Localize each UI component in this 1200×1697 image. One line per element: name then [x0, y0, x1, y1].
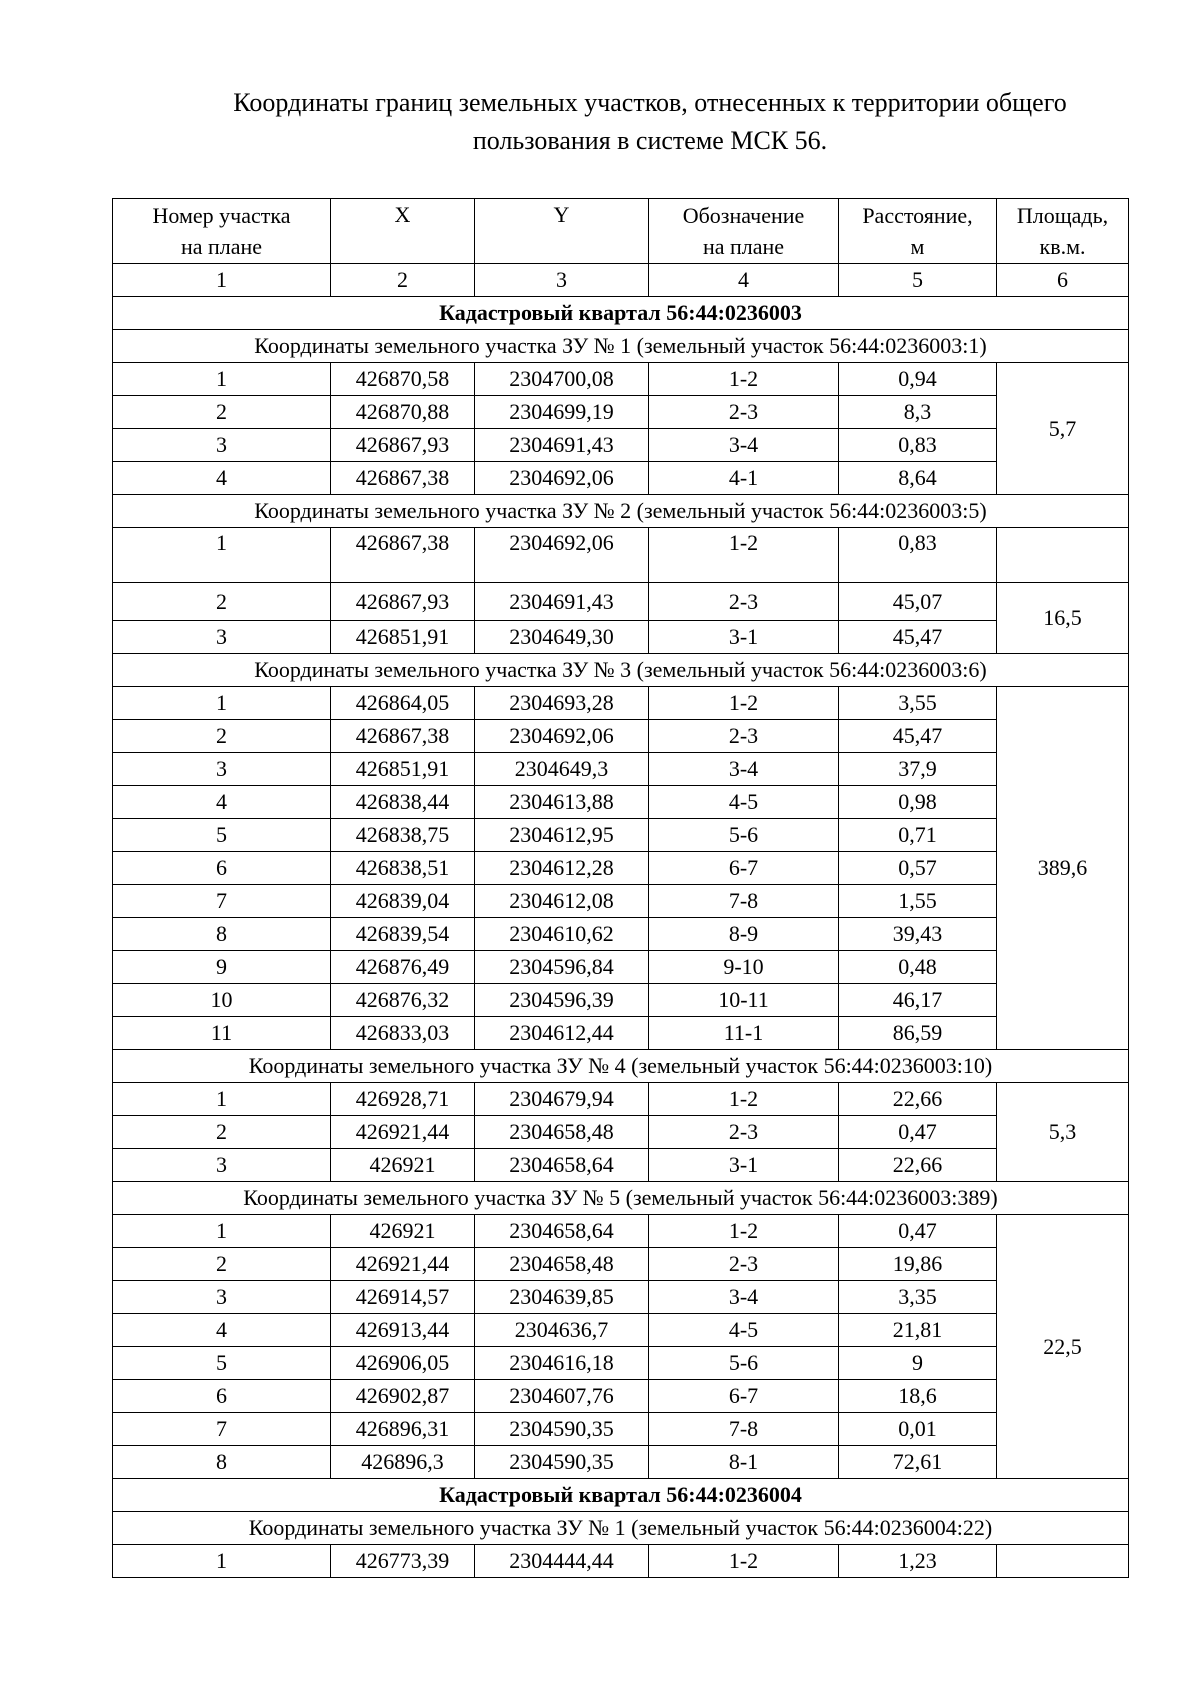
point-number: 3	[113, 753, 331, 786]
header-area-line2: кв.м.	[1039, 234, 1086, 259]
segment-designation: 7-8	[649, 885, 839, 918]
segment-distance: 37,9	[839, 753, 997, 786]
header-row	[113, 199, 1129, 264]
table-body	[113, 199, 1129, 1578]
segment-designation: 2-3	[649, 1116, 839, 1149]
point-number: 5	[113, 819, 331, 852]
segment-distance: 0,83	[839, 528, 997, 583]
table-row	[113, 1413, 1129, 1446]
table-row	[113, 1281, 1129, 1314]
header-distance-line1: Расстояние,	[862, 203, 973, 228]
coord-x: 426838,51	[331, 852, 475, 885]
segment-designation: 1-2	[649, 528, 839, 583]
area-blank-cell	[997, 528, 1129, 583]
point-number: 4	[113, 462, 331, 495]
segment-distance: 0,98	[839, 786, 997, 819]
point-number: 6	[113, 852, 331, 885]
point-number: 8	[113, 918, 331, 951]
table-row	[113, 1116, 1129, 1149]
segment-distance: 45,47	[839, 720, 997, 753]
coord-y: 2304649,3	[475, 753, 649, 786]
coord-x: 426838,44	[331, 786, 475, 819]
segment-designation: 3-4	[649, 429, 839, 462]
point-number: 1	[113, 1545, 331, 1578]
coord-y: 2304596,39	[475, 984, 649, 1017]
coord-y: 2304613,88	[475, 786, 649, 819]
coord-x: 426867,38	[331, 528, 475, 583]
segment-designation: 1-2	[649, 687, 839, 720]
area-value: 5,3	[997, 1083, 1129, 1182]
segment-designation: 4-5	[649, 1314, 839, 1347]
point-number: 5	[113, 1347, 331, 1380]
point-number: 2	[113, 720, 331, 753]
table-row	[113, 1347, 1129, 1380]
coord-y: 2304616,18	[475, 1347, 649, 1380]
parcel-heading-row	[113, 330, 1129, 363]
header-plot-number-line2: на плане	[180, 234, 263, 259]
point-number: 3	[113, 429, 331, 462]
coord-y: 2304679,94	[475, 1083, 649, 1116]
column-number-row	[113, 264, 1129, 297]
parcel-heading: Координаты земельного участка ЗУ № 2 (земельный участок 56:44:0236003:5)	[113, 495, 1129, 528]
header-designation	[649, 199, 839, 264]
point-number: 1	[113, 1215, 331, 1248]
point-number: 8	[113, 1446, 331, 1479]
coord-x: 426870,58	[331, 363, 475, 396]
parcel-heading: Координаты земельного участка ЗУ № 3 (земельный участок 56:44:0236003:6)	[113, 654, 1129, 687]
segment-designation: 2-3	[649, 583, 839, 621]
segment-distance: 46,17	[839, 984, 997, 1017]
table-row	[113, 951, 1129, 984]
segment-distance: 19,86	[839, 1248, 997, 1281]
segment-distance: 1,23	[839, 1545, 997, 1578]
table-row	[113, 1545, 1129, 1578]
table-row	[113, 363, 1129, 396]
coord-x: 426833,03	[331, 1017, 475, 1050]
area-value: 5,7	[997, 363, 1129, 495]
point-number: 1	[113, 1083, 331, 1116]
point-number: 1	[113, 363, 331, 396]
parcel-heading-row	[113, 495, 1129, 528]
parcel-heading: Координаты земельного участка ЗУ № 1 (земельный участок 56:44:0236004:22)	[113, 1512, 1129, 1545]
segment-designation: 10-11	[649, 984, 839, 1017]
coord-x: 426864,05	[331, 687, 475, 720]
point-number: 4	[113, 786, 331, 819]
segment-designation: 4-1	[649, 462, 839, 495]
point-number: 3	[113, 1281, 331, 1314]
segment-distance: 22,66	[839, 1149, 997, 1182]
column-number: 4	[649, 264, 839, 297]
segment-distance: 9	[839, 1347, 997, 1380]
table-row	[113, 396, 1129, 429]
coord-y: 2304612,08	[475, 885, 649, 918]
segment-distance: 8,64	[839, 462, 997, 495]
cadastral-quarter-row	[113, 297, 1129, 330]
coord-y: 2304612,44	[475, 1017, 649, 1050]
header-x: X	[331, 199, 475, 264]
header-area	[997, 199, 1129, 264]
coord-x: 426921	[331, 1149, 475, 1182]
segment-designation: 3-4	[649, 753, 839, 786]
coord-x: 426839,54	[331, 918, 475, 951]
segment-designation: 8-1	[649, 1446, 839, 1479]
segment-distance: 86,59	[839, 1017, 997, 1050]
point-number: 2	[113, 1248, 331, 1281]
coord-x: 426870,88	[331, 396, 475, 429]
header-designation-line2: на плане	[702, 234, 785, 259]
table-row	[113, 984, 1129, 1017]
coord-y: 2304699,19	[475, 396, 649, 429]
coord-y: 2304590,35	[475, 1446, 649, 1479]
parcel-heading-row	[113, 1050, 1129, 1083]
segment-distance: 45,47	[839, 621, 997, 654]
coord-y: 2304610,62	[475, 918, 649, 951]
point-number: 1	[113, 687, 331, 720]
coordinates-table	[112, 198, 1129, 1578]
segment-distance: 22,66	[839, 1083, 997, 1116]
column-number: 2	[331, 264, 475, 297]
segment-designation: 2-3	[649, 396, 839, 429]
table-row	[113, 462, 1129, 495]
segment-distance: 0,01	[839, 1413, 997, 1446]
segment-distance: 1,55	[839, 885, 997, 918]
parcel-heading-row	[113, 654, 1129, 687]
header-area-line1: Площадь,	[1016, 203, 1109, 228]
coord-y: 2304700,08	[475, 363, 649, 396]
coord-y: 2304639,85	[475, 1281, 649, 1314]
table-row	[113, 528, 1129, 583]
table-row	[113, 1149, 1129, 1182]
coord-y: 2304658,48	[475, 1248, 649, 1281]
segment-designation: 11-1	[649, 1017, 839, 1050]
table-row	[113, 819, 1129, 852]
segment-distance: 8,3	[839, 396, 997, 429]
segment-distance: 0,83	[839, 429, 997, 462]
point-number: 1	[113, 528, 331, 583]
parcel-heading: Координаты земельного участка ЗУ № 1 (земельный участок 56:44:0236003:1)	[113, 330, 1129, 363]
column-number: 1	[113, 264, 331, 297]
point-number: 7	[113, 1413, 331, 1446]
coord-x: 426928,71	[331, 1083, 475, 1116]
coord-y: 2304692,06	[475, 528, 649, 583]
parcel-heading: Координаты земельного участка ЗУ № 4 (земельный участок 56:44:0236003:10)	[113, 1050, 1129, 1083]
segment-designation: 4-5	[649, 786, 839, 819]
coord-y: 2304658,48	[475, 1116, 649, 1149]
table-row	[113, 885, 1129, 918]
table-row	[113, 918, 1129, 951]
segment-designation: 6-7	[649, 1380, 839, 1413]
coord-x: 426839,04	[331, 885, 475, 918]
parcel-heading-row	[113, 1182, 1129, 1215]
coord-x: 426896,3	[331, 1446, 475, 1479]
area-value	[997, 1545, 1129, 1578]
cadastral-quarter-heading: Кадастровый квартал 56:44:0236004	[113, 1479, 1129, 1512]
parcel-heading: Координаты земельного участка ЗУ № 5 (земельный участок 56:44:0236003:389)	[113, 1182, 1129, 1215]
coord-x: 426906,05	[331, 1347, 475, 1380]
segment-designation: 5-6	[649, 1347, 839, 1380]
document-title	[150, 84, 1150, 160]
column-number: 5	[839, 264, 997, 297]
segment-distance: 0,71	[839, 819, 997, 852]
segment-designation: 1-2	[649, 363, 839, 396]
table-row	[113, 429, 1129, 462]
segment-designation: 3-4	[649, 1281, 839, 1314]
segment-designation: 7-8	[649, 1413, 839, 1446]
segment-designation: 2-3	[649, 720, 839, 753]
segment-distance: 3,55	[839, 687, 997, 720]
coord-x: 426876,49	[331, 951, 475, 984]
header-designation-line1: Обозначение	[682, 203, 805, 228]
table-row	[113, 1314, 1129, 1347]
coord-x: 426851,91	[331, 621, 475, 654]
segment-distance: 45,07	[839, 583, 997, 621]
segment-distance: 72,61	[839, 1446, 997, 1479]
table-row	[113, 583, 1129, 621]
column-number: 3	[475, 264, 649, 297]
cadastral-quarter-row	[113, 1479, 1129, 1512]
coord-x: 426773,39	[331, 1545, 475, 1578]
table-row	[113, 852, 1129, 885]
point-number: 11	[113, 1017, 331, 1050]
segment-designation: 8-9	[649, 918, 839, 951]
point-number: 4	[113, 1314, 331, 1347]
coord-x: 426921,44	[331, 1248, 475, 1281]
point-number: 10	[113, 984, 331, 1017]
coord-y: 2304636,7	[475, 1314, 649, 1347]
coord-y: 2304693,28	[475, 687, 649, 720]
segment-distance: 0,94	[839, 363, 997, 396]
coord-x: 426914,57	[331, 1281, 475, 1314]
coord-x: 426867,38	[331, 462, 475, 495]
coord-x: 426913,44	[331, 1314, 475, 1347]
cadastral-quarter-heading: Кадастровый квартал 56:44:0236003	[113, 297, 1129, 330]
table-row	[113, 1017, 1129, 1050]
coord-y: 2304612,95	[475, 819, 649, 852]
header-y: Y	[475, 199, 649, 264]
segment-distance: 0,47	[839, 1215, 997, 1248]
coord-y: 2304612,28	[475, 852, 649, 885]
coord-x: 426838,75	[331, 819, 475, 852]
coord-x: 426921,44	[331, 1116, 475, 1149]
coord-x: 426867,38	[331, 720, 475, 753]
segment-distance: 39,43	[839, 918, 997, 951]
table-row	[113, 1380, 1129, 1413]
point-number: 2	[113, 396, 331, 429]
coord-y: 2304692,06	[475, 462, 649, 495]
table-row	[113, 1083, 1129, 1116]
segment-distance: 21,81	[839, 1314, 997, 1347]
table-row	[113, 621, 1129, 654]
point-number: 7	[113, 885, 331, 918]
title-line-2: пользования в системе МСК 56.	[472, 126, 828, 155]
area-value: 389,6	[997, 687, 1129, 1050]
table-row	[113, 720, 1129, 753]
coord-x: 426896,31	[331, 1413, 475, 1446]
segment-designation: 6-7	[649, 852, 839, 885]
segment-designation: 1-2	[649, 1545, 839, 1578]
header-distance	[839, 199, 997, 264]
segment-designation: 3-1	[649, 1149, 839, 1182]
coord-x: 426921	[331, 1215, 475, 1248]
coord-y: 2304607,76	[475, 1380, 649, 1413]
coord-y: 2304691,43	[475, 429, 649, 462]
header-plot-number-line1: Номер участка	[152, 203, 291, 228]
parcel-heading-row	[113, 1512, 1129, 1545]
area-value: 16,5	[997, 583, 1129, 654]
table-row	[113, 687, 1129, 720]
coord-x: 426867,93	[331, 429, 475, 462]
table-row	[113, 1446, 1129, 1479]
coord-y: 2304444,44	[475, 1545, 649, 1578]
segment-designation: 9-10	[649, 951, 839, 984]
segment-distance: 0,57	[839, 852, 997, 885]
column-number: 6	[997, 264, 1129, 297]
point-number: 2	[113, 583, 331, 621]
point-number: 2	[113, 1116, 331, 1149]
coord-x: 426876,32	[331, 984, 475, 1017]
coord-x: 426851,91	[331, 753, 475, 786]
segment-designation: 1-2	[649, 1083, 839, 1116]
segment-distance: 0,48	[839, 951, 997, 984]
table-row	[113, 1248, 1129, 1281]
table-row	[113, 753, 1129, 786]
table-row	[113, 786, 1129, 819]
coord-y: 2304649,30	[475, 621, 649, 654]
segment-distance: 3,35	[839, 1281, 997, 1314]
coord-x: 426867,93	[331, 583, 475, 621]
area-value: 22,5	[997, 1215, 1129, 1479]
table-row	[113, 1215, 1129, 1248]
point-number: 9	[113, 951, 331, 984]
segment-designation: 1-2	[649, 1215, 839, 1248]
point-number: 3	[113, 1149, 331, 1182]
segment-distance: 18,6	[839, 1380, 997, 1413]
coord-y: 2304658,64	[475, 1149, 649, 1182]
coord-y: 2304596,84	[475, 951, 649, 984]
segment-designation: 5-6	[649, 819, 839, 852]
coord-y: 2304692,06	[475, 720, 649, 753]
point-number: 6	[113, 1380, 331, 1413]
coord-x: 426902,87	[331, 1380, 475, 1413]
coord-y: 2304658,64	[475, 1215, 649, 1248]
segment-designation: 2-3	[649, 1248, 839, 1281]
header-distance-line2: м	[910, 234, 925, 259]
title-line-1: Координаты границ земельных участков, отнесенных к территории общего	[233, 88, 1067, 117]
point-number: 3	[113, 621, 331, 654]
segment-distance: 0,47	[839, 1116, 997, 1149]
header-plot-number	[113, 199, 331, 264]
coord-y: 2304590,35	[475, 1413, 649, 1446]
segment-designation: 3-1	[649, 621, 839, 654]
coord-y: 2304691,43	[475, 583, 649, 621]
